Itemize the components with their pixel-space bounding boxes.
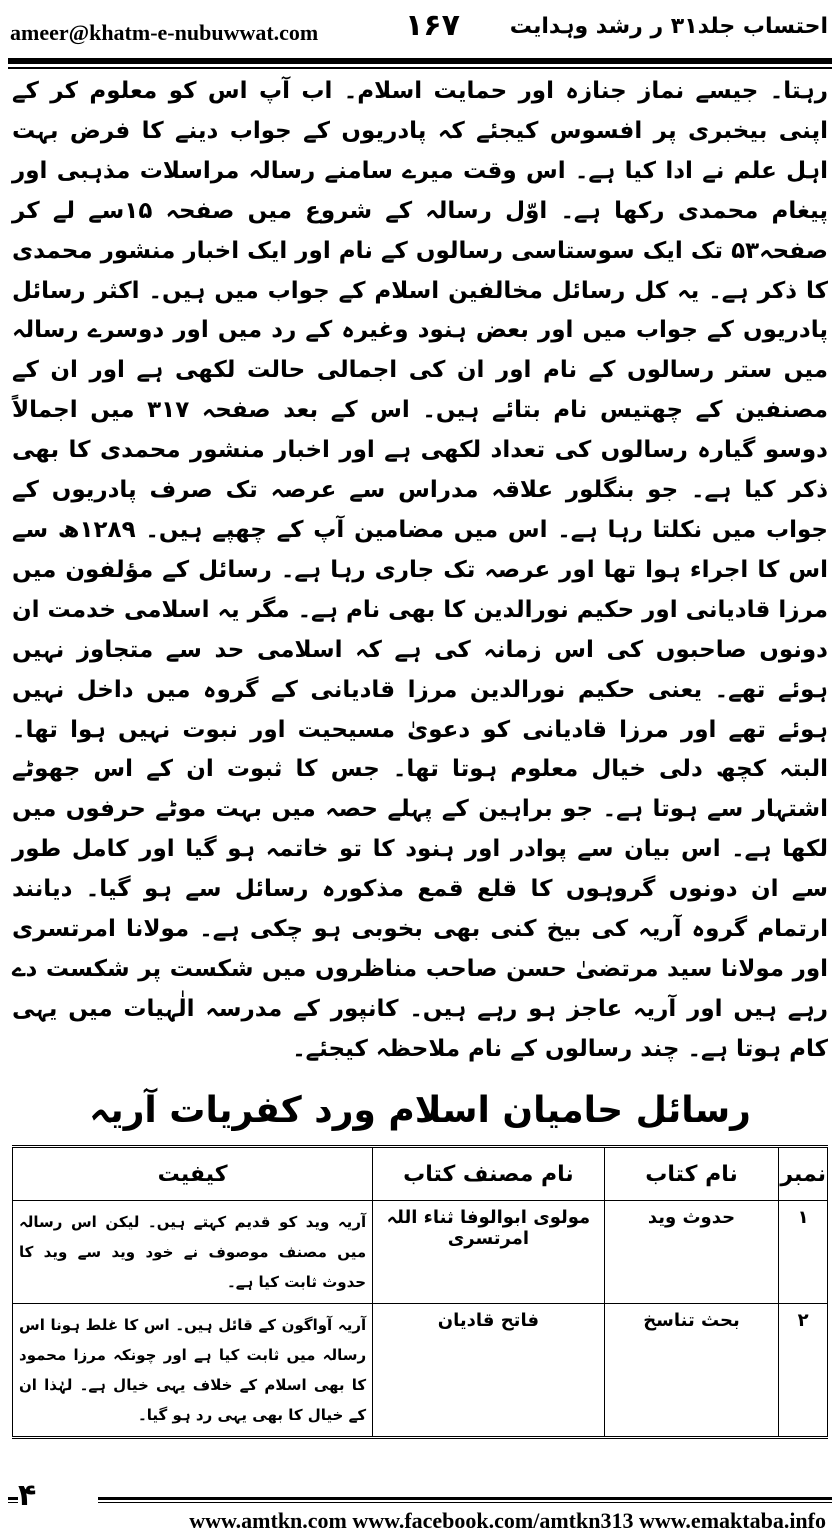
header-author: نام مصنف کتاب [373,1147,605,1201]
footer-links[interactable]: www.amtkn.com www.facebook.com/amtkn313 www.emaktaba.info [189,1508,826,1533]
header-rule-thick [8,58,832,64]
row-book-name: حدوث وید [604,1201,779,1304]
section-heading: رسائل حامیان اسلام ورد کفریات آریہ [89,1090,751,1131]
row-description: آریہ وید کو قدیم کہتے ہیں۔ لیکن اس رسالہ میں مصنف موصوف نے خود وید سے وید کا حدوث ثابت کیا ہے۔ [13,1201,373,1304]
books-table [12,1145,828,1439]
footer-rule-thin [8,1502,832,1503]
row-book-name: بحث تناسخ [604,1304,779,1438]
body-text [12,72,828,1070]
table-header-row [13,1147,828,1201]
row-description: آریہ آواگون کے قائل ہیں۔ اس کا غلط ہونا اس رسالہ میں ثابت کیا ہے اور چونکہ مرزا محمود کا بھی اسلام کے خلاف یہی خیال ہے۔ لہٰذا ان کے خیال کا بھی یہی رد ہو گیا۔ [13,1304,373,1438]
book-title: احتساب جلد۳۱ ر رشد وہدایت [509,14,828,39]
header-description: کیفیت [13,1147,373,1201]
page-header [0,0,840,60]
header-rule-thin [8,67,832,69]
footer-rule [8,1497,832,1500]
page-number: ۱۶۷ [405,8,460,43]
table-row [13,1304,828,1438]
header-book-name: نام کتاب [604,1147,779,1201]
row-author: مولوی ابوالوفا ثناء اللہ امرتسری [373,1201,605,1304]
header-number: نمبر [779,1147,828,1201]
row-number: ۲ [779,1304,828,1438]
row-number: ۱ [779,1201,828,1304]
row-author: فاتح قادیان [373,1304,605,1438]
footer-page-marker: ۴ [18,1478,98,1538]
table-row [13,1201,828,1304]
body-paragraph: رہتا۔ جیسے نماز جنازہ اور حمایت اسلام۔ اب آپ اس کو معلوم کر کے اپنی بیخبری پر افسوس کیجئے کہ پادریوں کے جواب دینے کا فرض بہت اہل علم نے ادا کیا ہے۔ اس وقت میرے سامنے رسالہ مراسلات مذہبی اور پیغام محمدی رکھا ہے۔ اوّل رسالہ کے شروع میں صفحہ ۱۵سے لے کر صفحہ۵۳ تک ایک سوستاسی رسالوں کے نام اور ایک اخبار منشور محمدی کا ذکر ہے۔ یہ کل رسائل مخالفین اسلام کے جواب میں ہیں۔ اکثر رسائل پادریوں کے جواب میں اور بعض ہنود وغیرہ کے رد میں اور دوسرے رسالہ میں ستر رسالوں کے نام اور ان کی اجمالی حالت لکھی ہے اور ان کے مصنفین کے چھتیس نام بتائے ہیں۔ اس کے بعد صفحہ ۳۱۷ میں اجمالاً دوسو گیارہ رسالوں کی تعداد لکھی ہے اور اخبار منشور محمدی کا بھی ذکر کیا ہے۔ جو بنگلور علاقہ مدراس سے عرصہ تک صرف پادریوں کے جواب میں نکلتا رہا ہے۔ اس میں مضامین آپ کے چھپے ہیں۔ ۱۲۸۹ھ سے اس کا اجراء ہوا تھا اور عرصہ تک جاری رہا ہے۔ رسائل کے مؤلفون میں مرزا قادیانی اور حکیم نورالدین کا بھی نام ہے۔ مگر یہ اسلامی خدمت ان دونوں صاحبوں کی اس زمانہ کی ہے کہ اسلامی حد سے متجاوز نہیں ہوئے تھے۔ یعنی حکیم نورالدین مرزا قادیانی کے گروہ میں داخل نہیں ہوئے تھے اور مرزا قادیانی کو دعویٰ مسیحیت اور نبوت نہیں ہوا تھا۔ البتہ کچھ دلی خیال معلوم ہوتا تھا۔ جس کا ثبوت ان کے اس جھوٹے اشتہار سے ہوتا ہے۔ جو براہین کے پہلے حصہ میں بہت موٹے حرفوں میں لکھا ہے۔ اس بیان سے پوادر اور ہنود کا تو خاتمہ ہو گیا اور کامل طور سے ان دونوں گروہوں کا قلع قمع مذکورہ رسائل سے ہو گیا۔ دیانند ارتمام گروہ آریہ کی بیخ کنی بھی بخوبی ہو چکی ہے۔ مولانا امرتسری اور مولانا سید مرتضیٰ حسن صاحب مناظروں میں شکست پر شکست دے رہے ہیں اور آریہ عاجز ہو رہے ہیں۔ کانپور کے مدرسہ الٰہیات میں یہی کام ہوتا ہے۔ چند رسالوں کے نام ملاحظہ کیجئے۔ [12,78,829,1062]
header-email: ameer@khatm-e-nubuwwat.com [10,20,319,45]
